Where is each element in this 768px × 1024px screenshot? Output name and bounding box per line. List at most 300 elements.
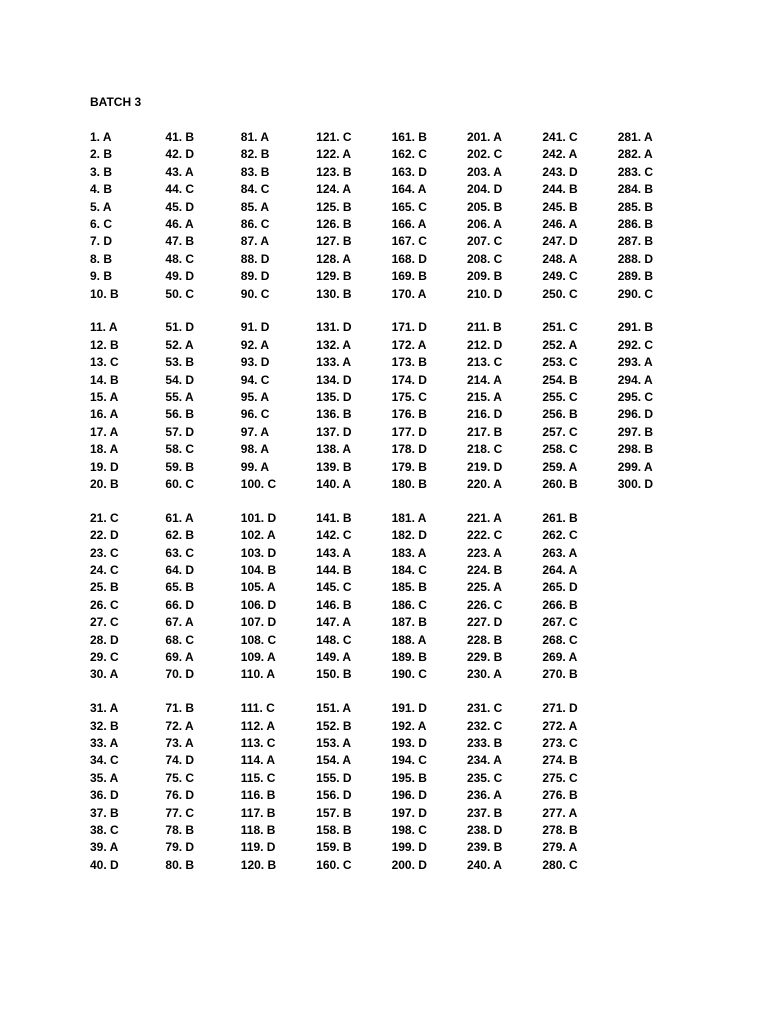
answer-item: 76. D [165,788,195,803]
answer-item: 140. A [316,476,352,491]
answer-column [90,700,165,874]
answer-item: 259. A [542,459,578,474]
answer-item: 67. A [165,615,194,630]
answer-column [165,700,240,874]
answer-item: 205. B [466,199,503,214]
answer-item: 3. B [90,164,113,179]
answer-column [618,129,693,303]
answer-item: 265. D [542,580,578,595]
answer-column [241,700,316,874]
answer-column [241,129,316,303]
answer-item: 18. A [90,442,119,457]
answer-item: 230. A [466,667,502,682]
answer-item: 147. A [316,615,352,630]
answer-item: 151. A [316,701,352,716]
answer-column [467,319,542,493]
answer-item: 6. C [90,216,113,231]
answer-item: 74. D [165,753,195,768]
answer-item: 15. A [90,389,119,404]
answer-item: 5. A [90,199,112,214]
answer-column [316,700,391,874]
answer-item: 271. D [542,701,578,716]
answer-item: 48. C [165,251,195,266]
answer-item: 237. B [466,805,503,820]
answer-item: 248. A [542,251,578,266]
answer-item: 243. D [542,164,578,179]
answer-item: 216. D [466,407,503,422]
answer-item: 166. A [391,216,427,231]
answer-item: 168. D [391,251,427,266]
answer-item: 14. B [90,372,119,387]
answer-item: 131. D [316,320,352,335]
answer-column [316,129,391,303]
answer-item: 28. D [90,632,119,647]
answer-item: 214. A [466,372,502,387]
answer-item: 282. A [617,147,653,162]
answer-item: 132. A [316,337,352,352]
answer-item: 181. A [391,510,427,525]
answer-item: 133. A [316,355,352,370]
answer-item: 138. A [316,442,352,457]
answer-block [90,129,730,303]
answer-item: 49. D [165,269,195,284]
answer-item: 157. B [316,805,352,820]
answer-item: 53. B [165,355,195,370]
answer-item: 136. B [316,407,352,422]
answer-item: 197. D [391,805,427,820]
answer-item: 251. C [542,320,578,335]
answer-item: 19. D [90,459,119,474]
answer-item: 269. A [542,649,578,664]
answer-item: 198. C [391,822,427,837]
answer-column [392,319,467,493]
answer-item: 215. A [466,389,502,404]
answer-item: 268. C [542,632,578,647]
answer-item: 264. A [542,562,578,577]
answer-item: 256. B [542,407,578,422]
answer-item: 115. C [240,770,276,785]
answer-item: 182. D [391,528,427,543]
answer-item: 26. C [90,597,119,612]
answer-item: 146. B [316,597,352,612]
answer-block [90,319,730,493]
answer-item: 11. A [90,320,118,335]
answer-item: 296. D [617,407,654,422]
answer-item: 4. B [90,182,113,197]
answer-item: 210. D [466,286,503,301]
answer-item: 149. A [316,649,352,664]
answer-item: 50. C [165,286,195,301]
answer-item: 280. C [542,857,578,872]
answer-item: 221. A [466,510,502,525]
answer-item: 272. A [542,718,578,733]
answer-item: 217. B [466,424,503,439]
answer-item: 288. D [617,251,654,266]
answer-item: 193. D [391,736,427,750]
answer-column [241,510,316,684]
answer-item: 112. A [240,718,276,733]
answer-item: 277. A [542,805,578,820]
answer-item: 118. B [240,822,276,837]
answer-item: 293. A [617,355,653,370]
answer-item: 208. C [466,251,503,266]
answer-item: 70. D [165,667,195,682]
answer-item: 292. C [617,337,654,352]
answer-item: 125. B [316,199,352,214]
answer-item: 266. B [542,597,578,612]
answer-item: 94. C [240,372,270,387]
answer-item: 113. C [240,736,276,750]
answer-item: 212. D [466,337,503,352]
answer-item: 172. A [391,337,427,352]
answer-item: 109. A [240,649,276,664]
answer-item: 61. A [165,510,194,525]
answer-item: 144. B [316,562,352,577]
answer-item: 54. D [165,372,195,387]
answer-item: 150. B [316,667,352,682]
answer-item: 64. D [165,562,195,577]
answer-item: 258. C [542,442,578,457]
answer-item: 7. D [90,234,113,249]
answer-item: 8. B [90,251,113,266]
answer-item: 114. A [240,753,276,768]
answer-item: 117. B [240,805,276,820]
answer-item: 189. B [391,649,427,664]
answer-block [90,700,730,874]
answer-item: 162. C [391,147,427,162]
answer-item: 164. A [391,182,427,197]
answer-item: 173. B [391,355,427,370]
answer-column [165,510,240,684]
answer-item: 134. D [316,372,352,387]
answer-item: 290. C [617,286,654,301]
answer-item: 127. B [316,234,352,249]
answer-item: 1. A [90,130,112,144]
answer-item: 111. C [240,701,275,716]
answer-item: 250. C [542,286,578,301]
answer-item: 75. C [165,770,195,785]
answer-item: 148. C [316,632,352,647]
answer-item: 9. B [90,269,113,284]
answer-item: 100. C [240,476,277,491]
answer-item: 62. B [165,528,195,543]
answer-item: 171. D [391,320,427,335]
answer-column [467,510,542,684]
answer-item: 262. C [542,528,578,543]
answer-item: 261. B [542,510,578,525]
answer-item: 186. C [391,597,427,612]
answer-item: 252. A [542,337,578,352]
answer-item: 267. C [542,615,578,630]
answer-item: 46. A [165,216,194,231]
answer-column [542,510,617,684]
answer-column [467,700,542,874]
answer-item: 239. B [466,840,503,855]
answer-item: 156. D [316,788,352,803]
answer-column [467,129,542,303]
answer-item: 246. A [542,216,578,231]
answer-item: 107. D [240,615,277,630]
answer-item: 81. A [240,130,270,144]
answer-blocks [90,129,730,874]
answer-column [90,510,165,684]
answer-item: 298. B [617,442,654,457]
answer-item: 219. D [466,459,503,474]
answer-item: 276. B [542,788,578,803]
answer-item: 222. C [466,528,503,543]
answer-item: 79. D [165,840,195,855]
answer-item: 188. A [391,632,427,647]
answer-item: 297. B [617,424,654,439]
answer-item: 52. A [165,337,194,352]
answer-item: 226. C [466,597,503,612]
answer-column [392,129,467,303]
answer-item: 16. A [90,407,119,422]
answer-item: 80. B [165,857,195,872]
answer-item: 200. D [391,857,427,872]
answer-item: 229. B [466,649,503,664]
answer-item: 51. D [165,320,195,335]
answer-item: 124. A [316,182,352,197]
answer-item: 25. B [90,580,119,595]
answer-item: 37. B [90,805,119,820]
answer-item: 284. B [617,182,654,197]
answer-item: 285. B [617,199,654,214]
answer-item: 98. A [240,442,270,457]
answer-item: 45. D [165,199,195,214]
answer-item: 12. B [90,337,119,352]
answer-item: 89. D [240,269,270,284]
answer-item: 163. D [391,164,427,179]
answer-item: 137. D [316,424,352,439]
answer-column [542,129,617,303]
answer-item: 119. D [240,840,276,855]
answer-item: 72. A [165,718,194,733]
answer-item: 202. C [466,147,503,162]
answer-column [618,319,693,493]
answer-item: 199. D [391,840,427,855]
answer-item: 66. D [165,597,195,612]
answer-column [90,129,165,303]
answer-item: 187. B [391,615,427,630]
answer-item: 73. A [165,736,194,750]
answer-item: 90. C [240,286,270,301]
answer-item: 240. A [466,857,502,872]
answer-item: 232. C [466,718,503,733]
answer-item: 227. D [466,615,503,630]
answer-item: 204. D [466,182,503,197]
answer-item: 95. A [240,389,270,404]
answer-block [90,510,730,684]
answer-item: 38. C [90,822,119,837]
answer-item: 40. D [90,857,119,872]
answer-item: 31. A [90,701,119,716]
answer-item: 176. B [391,407,427,422]
answer-item: 211. B [466,320,502,335]
answer-item: 106. D [240,597,277,612]
answer-item: 291. B [617,320,654,335]
answer-item: 191. D [391,701,427,716]
answer-item: 34. C [90,753,119,768]
answer-item: 170. A [391,286,427,301]
answer-item: 225. A [466,580,502,595]
answer-item: 20. B [90,476,119,491]
answer-item: 59. B [165,459,195,474]
answer-item: 155. D [316,770,352,785]
answer-item: 103. D [240,545,277,560]
answer-item: 85. A [240,199,270,214]
answer-item: 299. A [617,459,653,474]
answer-item: 167. C [391,234,427,249]
answer-item: 143. A [316,545,352,560]
answer-item: 78. B [165,822,195,837]
answer-item: 231. C [466,701,503,716]
answer-item: 44. C [165,182,195,197]
answer-item: 69. A [165,649,194,664]
answer-item: 32. B [90,718,119,733]
answer-column [392,510,467,684]
answer-item: 97. A [240,424,270,439]
answer-item: 247. D [542,234,578,249]
answer-item: 63. C [165,545,195,560]
answer-item: 96. C [240,407,270,422]
answer-item: 234. A [466,753,502,768]
answer-item: 27. C [90,615,119,630]
answer-item: 47. B [165,234,195,249]
answer-column [316,510,391,684]
answer-column [90,319,165,493]
page-title: BATCH 3 [90,95,142,109]
answer-item: 41. B [165,130,195,144]
answer-item: 165. C [391,199,427,214]
answer-item: 196. D [391,788,427,803]
answer-item: 93. D [240,355,270,370]
answer-item: 55. A [165,389,194,404]
answer-item: 108. C [240,632,277,647]
answer-item: 249. C [542,269,578,284]
answer-item: 145. C [316,580,352,595]
answer-item: 77. C [165,805,195,820]
answer-item: 253. C [542,355,578,370]
answer-item: 223. A [466,545,502,560]
answer-item: 244. B [542,182,578,197]
answer-item: 190. C [391,667,427,682]
answer-item: 289. B [617,269,654,284]
answer-item: 180. B [391,476,427,491]
answer-item: 87. A [240,234,270,249]
answer-item: 104. B [240,562,277,577]
answer-item: 159. B [316,840,352,855]
answer-item: 238. D [466,822,503,837]
answer-item: 260. B [542,476,578,491]
answer-item: 279. A [542,840,578,855]
answer-item: 35. A [90,770,119,785]
answer-item: 175. C [391,389,427,404]
answer-item: 161. B [391,130,427,144]
answer-item: 185. B [391,580,427,595]
answer-item: 275. C [542,770,578,785]
answer-item: 83. B [240,164,270,179]
answer-item: 195. B [391,770,427,785]
answer-item: 294. A [617,372,653,387]
answer-item: 130. B [316,286,352,301]
answer-item: 228. B [466,632,503,647]
answer-item: 224. B [466,562,503,577]
answer-item: 152. B [316,718,352,733]
answer-item: 110. A [240,667,276,682]
answer-item: 177. D [391,424,427,439]
answer-item: 91. D [240,320,270,335]
answer-item: 30. A [90,667,119,682]
answer-item: 56. B [165,407,195,422]
answer-item: 99. A [240,459,270,474]
answer-item: 263. A [542,545,578,560]
answer-item: 102. A [240,528,276,543]
answer-column [392,700,467,874]
answer-item: 270. B [542,667,578,682]
answer-key-page [90,94,730,891]
answer-item: 220. A [466,476,502,491]
answer-item: 242. A [542,147,578,162]
answer-item: 192. A [391,718,427,733]
answer-item: 203. A [466,164,502,179]
answer-item: 135. D [316,389,352,404]
answer-item: 86. C [240,216,270,231]
answer-item: 174. D [391,372,427,387]
answer-item: 116. B [240,788,276,803]
answer-item: 300. D [617,476,654,491]
answer-item: 201. A [466,130,502,144]
answer-column [542,319,617,493]
answer-item: 183. A [391,545,427,560]
answer-item: 286. B [617,216,654,231]
answer-item: 122. A [316,147,352,162]
answer-item: 281. A [617,130,653,144]
answer-item: 158. B [316,822,352,837]
answer-item: 245. B [542,199,578,214]
answer-item: 206. A [466,216,502,231]
answer-item: 10. B [90,286,119,301]
answer-item: 274. B [542,753,578,768]
answer-item: 255. C [542,389,578,404]
answer-item: 218. C [466,442,503,457]
answer-item: 235. C [466,770,503,785]
answer-item: 209. B [466,269,503,284]
answer-item: 68. C [165,632,195,647]
answer-item: 233. B [466,736,503,750]
answer-item: 39. A [90,840,119,855]
answer-item: 57. D [165,424,195,439]
answer-item: 273. C [542,736,578,750]
answer-item: 178. D [391,442,427,457]
answer-item: 139. B [316,459,352,474]
answer-item: 169. B [391,269,427,284]
answer-item: 17. A [90,424,119,439]
answer-column [165,319,240,493]
answer-item: 160. C [316,857,352,872]
answer-item: 65. B [165,580,195,595]
answer-column [316,319,391,493]
answer-item: 88. D [240,251,270,266]
answer-item: 123. B [316,164,352,179]
answer-item: 92. A [240,337,270,352]
answer-item: 154. A [316,753,352,768]
answer-column [241,319,316,493]
answer-item: 241. C [542,130,578,144]
answer-column [542,700,617,874]
answer-item: 129. B [316,269,352,284]
answer-item: 287. B [617,234,654,249]
